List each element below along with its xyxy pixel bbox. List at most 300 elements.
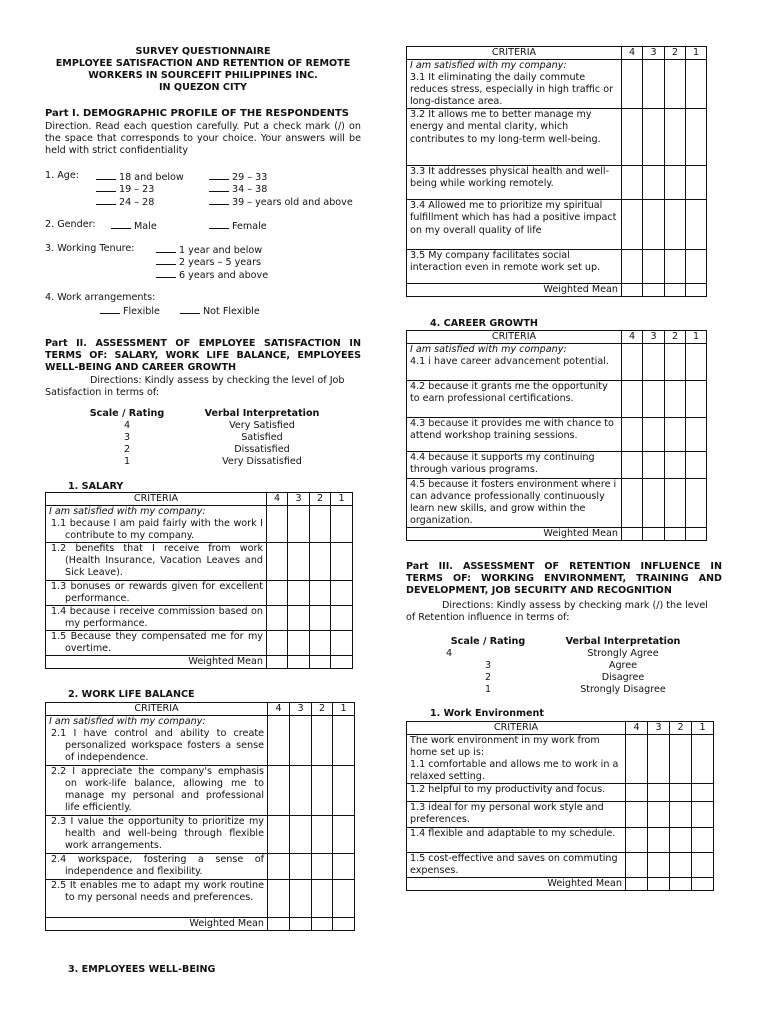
- rating-cell-3[interactable]: [290, 766, 312, 816]
- criteria-cell: [46, 506, 267, 543]
- satisfied-label: I am satisfied with my company:: [410, 60, 567, 72]
- tenure-option-6-years[interactable]: [156, 268, 268, 282]
- blank-line: [180, 304, 200, 314]
- rating-header: 4: [267, 493, 288, 506]
- rating-cell-3[interactable]: [288, 543, 310, 580]
- part2-title-line: TERMS OF: SALARY, WORK LIFE BALANCE, EMPLOYEES: [45, 350, 361, 362]
- criteria-cell: [407, 784, 626, 802]
- salary-table: [45, 492, 353, 669]
- blank-line: [96, 195, 116, 205]
- criteria-cell: [407, 60, 622, 109]
- weighted-cell[interactable]: [288, 656, 310, 669]
- weighted-cell[interactable]: [665, 284, 686, 297]
- weighted-mean-label: Weighted Mean: [407, 284, 622, 297]
- rating-cell-3[interactable]: [643, 200, 665, 250]
- career-table: [406, 330, 707, 541]
- age-label: 1. Age:: [45, 170, 79, 181]
- rating-cell-2[interactable]: [310, 580, 331, 605]
- criteria-text: 3.1 It eliminating the daily commute reduces stress, especially in high traffic or long-distance area.: [410, 72, 614, 108]
- rating-cell-2[interactable]: [665, 452, 686, 479]
- rating-cell-1[interactable]: [686, 200, 707, 250]
- age-question: [45, 170, 375, 210]
- rating-header: 2: [310, 493, 331, 506]
- rating-cell-3[interactable]: [288, 605, 310, 630]
- criteria-text: 2.5 It enables me to adapt my work routine to my personal needs and preferences.: [51, 880, 264, 904]
- wellbeing-heading: 3. EMPLOYEES WELL-BEING: [68, 964, 216, 975]
- table-row: [407, 735, 714, 784]
- wellbeing-table: [406, 46, 707, 297]
- rating-cell-3[interactable]: [290, 716, 312, 766]
- table-header-row: [407, 47, 707, 60]
- age-option-39-above[interactable]: [209, 195, 353, 209]
- rating-cell-2[interactable]: [665, 166, 686, 200]
- rating-cell-2[interactable]: [312, 766, 333, 816]
- rating-cell-1[interactable]: [692, 735, 714, 784]
- rating-cell-1[interactable]: [692, 827, 714, 852]
- scale-value: 1: [123, 456, 131, 467]
- rating-cell-3[interactable]: [648, 735, 670, 784]
- age-option-24-28[interactable]: [96, 195, 154, 209]
- table-header-row: [46, 493, 353, 506]
- rating-cell-3[interactable]: [643, 109, 665, 166]
- rating-cell-2[interactable]: [310, 630, 331, 655]
- table-row: [46, 816, 355, 854]
- weighted-cell[interactable]: [692, 877, 714, 890]
- rating-header: 1: [333, 703, 355, 716]
- criteria-cell: [407, 109, 622, 166]
- rating-cell-1[interactable]: [331, 580, 353, 605]
- table-row: [407, 802, 714, 827]
- criteria-header: CRITERIA: [46, 703, 268, 716]
- rating-cell-4[interactable]: [268, 816, 290, 854]
- criteria-text: 1.5 cost-effective and saves on commuting expenses.: [410, 852, 618, 876]
- rating-cell-3[interactable]: [648, 852, 670, 877]
- blank-line: [209, 182, 229, 192]
- criteria-text: 2.3 I value the opportunity to prioritize my health and well-being through flexible work arrangements.: [51, 816, 264, 852]
- rating-cell-3[interactable]: [643, 452, 665, 479]
- criteria-text: 4.4 because it supports my continuing through various programs.: [410, 452, 595, 476]
- verbal-header: Verbal Interpretation: [204, 408, 320, 419]
- rating-cell-3[interactable]: [648, 827, 670, 852]
- rating-cell-1[interactable]: [331, 506, 353, 543]
- criteria-text: 4.1 i have career advancement potential.: [410, 356, 609, 368]
- rating-cell-2[interactable]: [312, 854, 333, 880]
- scale-value: 3: [484, 660, 492, 671]
- part3-title-line: TERMS OF: WORKING ENVIRONMENT, TRAINING AND: [406, 573, 722, 585]
- weighted-cell[interactable]: [622, 284, 643, 297]
- criteria-text: 3.3 It addresses physical health and well-being while working remotely.: [410, 166, 610, 190]
- table-row: [46, 766, 355, 816]
- workenv-intro: The work environment in my work from home set up is:: [410, 735, 600, 759]
- header-line-3: WORKERS IN SOURCEFIT PHILIPPINES INC.: [88, 70, 318, 82]
- weighted-cell[interactable]: [333, 918, 355, 931]
- rating-cell-3[interactable]: [290, 816, 312, 854]
- rating-header: 1: [692, 722, 714, 735]
- rating-header: 3: [288, 493, 310, 506]
- weighted-cell[interactable]: [643, 284, 665, 297]
- gender-question: [45, 219, 375, 233]
- rating-cell-1[interactable]: [686, 479, 707, 528]
- rating-cell-2[interactable]: [670, 827, 692, 852]
- rating-cell-4[interactable]: [622, 109, 643, 166]
- table-row: [407, 250, 707, 284]
- rating-cell-2[interactable]: [312, 880, 333, 918]
- direction-line: Satisfaction in terms of:: [45, 387, 160, 399]
- rating-cell-4[interactable]: [626, 735, 648, 784]
- criteria-text: 3.2 It allows me to better manage my energy and mental clarity, which contributes to my long-term well-being.: [410, 109, 601, 145]
- rating-cell-1[interactable]: [333, 854, 355, 880]
- rating-cell-1[interactable]: [333, 766, 355, 816]
- blank-line: [209, 170, 229, 180]
- rating-cell-3[interactable]: [290, 854, 312, 880]
- rating-cell-3[interactable]: [643, 250, 665, 284]
- criteria-text: 1.4 because i receive commission based on my performance.: [51, 605, 263, 629]
- part2-title-line: WELL-BEING AND CAREER GROWTH: [45, 362, 237, 374]
- document-header: [45, 46, 361, 94]
- criteria-text: 4.2 because it grants me the opportunity to earn professional certifications.: [410, 381, 608, 405]
- weighted-cell[interactable]: [290, 918, 312, 931]
- rating-cell-2[interactable]: [310, 506, 331, 543]
- rating-header: 3: [290, 703, 312, 716]
- blank-line: [209, 219, 229, 229]
- rating-cell-1[interactable]: [686, 166, 707, 200]
- weighted-cell[interactable]: [268, 918, 290, 931]
- rating-cell-1[interactable]: [333, 880, 355, 918]
- criteria-header: CRITERIA: [407, 722, 626, 735]
- rating-cell-4[interactable]: [622, 166, 643, 200]
- gender-option-male[interactable]: [111, 219, 157, 233]
- table-row: [407, 784, 714, 802]
- rating-header: 3: [643, 331, 665, 344]
- criteria-text: 1.1 comfortable and allows me to work in a relaxed setting.: [410, 759, 619, 783]
- part2-title: [45, 338, 361, 374]
- work-option-not-flexible[interactable]: [180, 304, 260, 318]
- rating-cell-2[interactable]: [670, 784, 692, 802]
- weighted-mean-row: [407, 528, 707, 541]
- rating-cell-1[interactable]: [692, 802, 714, 827]
- rating-cell-1[interactable]: [692, 852, 714, 877]
- table-row: [407, 109, 707, 166]
- rating-cell-1[interactable]: [333, 816, 355, 854]
- rating-cell-4[interactable]: [622, 418, 643, 452]
- rating-cell-4[interactable]: [267, 580, 288, 605]
- criteria-cell: [407, 166, 622, 200]
- weighted-cell[interactable]: [665, 528, 686, 541]
- rating-cell-2[interactable]: [670, 802, 692, 827]
- tenure-option-2-5-years[interactable]: [156, 255, 261, 269]
- tenure-label: 3. Working Tenure:: [45, 243, 135, 254]
- table-row: [46, 543, 353, 580]
- criteria-cell: [407, 802, 626, 827]
- table-row: [407, 381, 707, 418]
- gender-option-female[interactable]: [209, 219, 267, 233]
- part2-title-line: Part II. ASSESSMENT OF EMPLOYEE SATISFACTION IN: [45, 338, 361, 349]
- table-row: [407, 344, 707, 381]
- rating-header: 4: [622, 47, 643, 60]
- option-label: 19 – 23: [119, 184, 155, 195]
- criteria-text: 4.3 because it provides me with chance to attend workshop training sessions.: [410, 418, 614, 442]
- rating-cell-4[interactable]: [622, 200, 643, 250]
- criteria-cell: [407, 250, 622, 284]
- criteria-cell: [46, 630, 267, 655]
- rating-cell-1[interactable]: [686, 452, 707, 479]
- rating-cell-1[interactable]: [331, 605, 353, 630]
- table-row: [407, 200, 707, 250]
- rating-cell-1[interactable]: [333, 716, 355, 766]
- criteria-text: 3.5 My company facilitates social interaction even in remote work set up.: [410, 250, 601, 274]
- rating-header: 4: [622, 331, 643, 344]
- criteria-cell: [46, 543, 267, 580]
- rating-cell-4[interactable]: [622, 452, 643, 479]
- rating-cell-4[interactable]: [622, 250, 643, 284]
- scale-value: 4: [446, 648, 453, 659]
- rating-cell-2[interactable]: [665, 60, 686, 109]
- criteria-cell: [407, 479, 622, 528]
- criteria-cell: [407, 852, 626, 877]
- rating-cell-2[interactable]: [310, 543, 331, 580]
- rating-cell-4[interactable]: [626, 784, 648, 802]
- rating-header: 4: [268, 703, 290, 716]
- table-row: [407, 166, 707, 200]
- rating-cell-4[interactable]: [626, 827, 648, 852]
- criteria-cell: [407, 381, 622, 418]
- table-row: [46, 854, 355, 880]
- criteria-text: 1.2 benefits that I receive from work (Health Insurance, Vacation Leaves and Sick Leave).: [51, 543, 263, 579]
- blank-line: [100, 304, 120, 314]
- rating-cell-1[interactable]: [686, 344, 707, 381]
- rating-header: 1: [686, 47, 707, 60]
- weighted-mean-row: [407, 284, 707, 297]
- rating-cell-4[interactable]: [268, 766, 290, 816]
- work-arrangement-question: [45, 292, 375, 320]
- scale-header: Scale / Rating: [450, 636, 526, 647]
- rating-cell-4[interactable]: [268, 854, 290, 880]
- rating-cell-1[interactable]: [331, 630, 353, 655]
- rating-cell-4[interactable]: [626, 852, 648, 877]
- blank-line: [156, 255, 176, 265]
- criteria-text: 1.1 because I am paid fairly with the work I contribute to my company.: [51, 518, 263, 542]
- blank-line: [111, 219, 131, 229]
- option-label: Flexible: [123, 306, 160, 317]
- rating-cell-3[interactable]: [648, 802, 670, 827]
- rating-cell-2[interactable]: [670, 852, 692, 877]
- option-label: 2 years – 5 years: [179, 257, 262, 268]
- criteria-text: 2.4 workspace, fostering a sense of independence and flexibility.: [51, 854, 264, 878]
- weighted-cell[interactable]: [686, 284, 707, 297]
- career-heading: 4. CAREER GROWTH: [430, 318, 538, 329]
- blank-line: [96, 182, 116, 192]
- rating-cell-4[interactable]: [267, 630, 288, 655]
- weighted-mean-row: [46, 656, 353, 669]
- criteria-text: 1.2 helpful to my productivity and focus.: [410, 784, 606, 796]
- option-label: 1 year and below: [179, 245, 263, 256]
- table-row: [407, 60, 707, 109]
- direction-line: Directions: Kindly assess by checking the level of Job: [90, 375, 345, 386]
- rating-cell-3[interactable]: [643, 166, 665, 200]
- rating-cell-4[interactable]: [267, 543, 288, 580]
- rating-header: 4: [626, 722, 648, 735]
- rating-cell-4[interactable]: [626, 802, 648, 827]
- table-header-row: [407, 331, 707, 344]
- scale-value: 2: [484, 672, 492, 683]
- rating-header: 2: [665, 331, 686, 344]
- option-label: Male: [134, 221, 157, 232]
- weighted-cell[interactable]: [267, 656, 288, 669]
- rating-cell-2[interactable]: [312, 816, 333, 854]
- rating-cell-3[interactable]: [648, 784, 670, 802]
- option-label: 24 – 28: [119, 197, 155, 208]
- part3-title-line: Part III. ASSESSMENT OF RETENTION INFLUENCE IN: [406, 561, 722, 572]
- direction-line: of Retention influence in terms of:: [406, 612, 570, 624]
- rating-cell-4[interactable]: [268, 716, 290, 766]
- gender-label: 2. Gender:: [45, 219, 96, 230]
- satisfied-label: I am satisfied with my company:: [49, 716, 206, 728]
- table-row: [46, 880, 355, 918]
- weighted-cell[interactable]: [643, 528, 665, 541]
- workenv-heading: 1. Work Environment: [430, 708, 544, 719]
- criteria-cell: [46, 880, 268, 918]
- rating-cell-3[interactable]: [643, 479, 665, 528]
- rating-cell-1[interactable]: [686, 250, 707, 284]
- part3-scale-table: [406, 636, 722, 698]
- criteria-cell: [46, 580, 267, 605]
- rating-cell-2[interactable]: [665, 381, 686, 418]
- weighted-cell[interactable]: [626, 877, 648, 890]
- criteria-cell: [46, 854, 268, 880]
- rating-cell-3[interactable]: [288, 630, 310, 655]
- option-label: 18 and below: [119, 172, 184, 183]
- wlb-heading: 2. WORK LIFE BALANCE: [68, 689, 195, 700]
- criteria-cell: [407, 344, 622, 381]
- criteria-cell: [46, 605, 267, 630]
- rating-cell-4[interactable]: [622, 381, 643, 418]
- criteria-cell: [46, 816, 268, 854]
- rating-cell-1[interactable]: [692, 784, 714, 802]
- rating-cell-4[interactable]: [622, 60, 643, 109]
- rating-cell-2[interactable]: [665, 344, 686, 381]
- rating-cell-4[interactable]: [267, 506, 288, 543]
- criteria-text: 4.5 because it fosters environment where i can advance professionally continuously learn new skills, and grow within the organization.: [410, 479, 617, 527]
- weighted-cell[interactable]: [648, 877, 670, 890]
- rating-header: 2: [670, 722, 692, 735]
- table-row: [407, 852, 714, 877]
- header-line-4: IN QUEZON CITY: [158, 82, 248, 94]
- criteria-cell: [407, 735, 626, 784]
- rating-cell-2[interactable]: [665, 109, 686, 166]
- tenure-question: [45, 243, 375, 283]
- option-label: Female: [232, 221, 267, 232]
- part3-title: [406, 561, 722, 597]
- verbal-value: Agree: [608, 660, 638, 671]
- rating-cell-1[interactable]: [686, 418, 707, 452]
- rating-cell-1[interactable]: [686, 381, 707, 418]
- option-label: 39 – years old and above: [232, 197, 353, 208]
- rating-cell-3[interactable]: [643, 344, 665, 381]
- table-row: [407, 452, 707, 479]
- rating-cell-1[interactable]: [686, 109, 707, 166]
- rating-cell-2[interactable]: [310, 605, 331, 630]
- table-row: [46, 605, 353, 630]
- rating-cell-2[interactable]: [665, 200, 686, 250]
- rating-header: 1: [331, 493, 353, 506]
- criteria-text: 3.4 Allowed me to prioritize my spiritual fulfillment which has had a positive impact on my overall quality of life: [410, 200, 617, 236]
- table-row: [46, 506, 353, 543]
- weighted-cell[interactable]: [670, 877, 692, 890]
- rating-cell-1[interactable]: [686, 60, 707, 109]
- age-option-19-23[interactable]: [96, 182, 154, 196]
- rating-cell-4[interactable]: [622, 344, 643, 381]
- option-label: 29 – 33: [232, 172, 268, 183]
- rating-cell-1[interactable]: [331, 543, 353, 580]
- rating-cell-3[interactable]: [288, 506, 310, 543]
- rating-header: 3: [643, 47, 665, 60]
- rating-cell-4[interactable]: [268, 880, 290, 918]
- weighted-cell[interactable]: [622, 528, 643, 541]
- rating-cell-3[interactable]: [288, 580, 310, 605]
- work-option-flexible[interactable]: [100, 304, 160, 318]
- weighted-cell[interactable]: [686, 528, 707, 541]
- age-option-34-38[interactable]: [209, 182, 267, 196]
- rating-cell-3[interactable]: [643, 418, 665, 452]
- weighted-mean-label: Weighted Mean: [407, 528, 622, 541]
- criteria-cell: [46, 716, 268, 766]
- criteria-text: 1.5 Because they compensated me for my overtime.: [51, 630, 263, 654]
- option-label: 34 – 38: [232, 184, 268, 195]
- scale-header: Scale / Rating: [89, 408, 165, 419]
- option-label: Not Flexible: [203, 306, 260, 317]
- verbal-value: Very Dissatisfied: [222, 456, 302, 467]
- criteria-text: 1.4 flexible and adaptable to my schedule.: [410, 827, 616, 839]
- criteria-cell: [407, 418, 622, 452]
- rating-cell-3[interactable]: [643, 60, 665, 109]
- rating-header: 3: [648, 722, 670, 735]
- criteria-text: 1.3 ideal for my personal work style and preferences.: [410, 802, 604, 826]
- weighted-cell[interactable]: [310, 656, 331, 669]
- rating-cell-3[interactable]: [643, 381, 665, 418]
- rating-cell-3[interactable]: [290, 880, 312, 918]
- blank-line: [156, 268, 176, 278]
- scale-value: 1: [484, 684, 492, 695]
- verbal-value: Disagree: [601, 672, 645, 683]
- table-header-row: [407, 722, 714, 735]
- work-arrangement-label: 4. Work arrangements:: [45, 292, 156, 303]
- criteria-cell: [46, 766, 268, 816]
- rating-cell-2[interactable]: [665, 250, 686, 284]
- part2-direction: [45, 375, 361, 399]
- weighted-mean-row: [407, 877, 714, 890]
- rating-cell-2[interactable]: [665, 418, 686, 452]
- table-row: [407, 827, 714, 852]
- scale-value: 2: [123, 444, 131, 455]
- rating-cell-2[interactable]: [312, 716, 333, 766]
- rating-header: 2: [312, 703, 333, 716]
- part1-title: Part I. DEMOGRAPHIC PROFILE OF THE RESPONDENTS: [45, 108, 350, 119]
- rating-cell-4[interactable]: [267, 605, 288, 630]
- table-row: [407, 479, 707, 528]
- criteria-text: 1.3 bonuses or rewards given for excellent performance.: [51, 580, 263, 604]
- option-label: 6 years and above: [179, 270, 269, 281]
- blank-line: [156, 243, 176, 253]
- rating-cell-2[interactable]: [670, 735, 692, 784]
- weighted-cell[interactable]: [331, 656, 353, 669]
- workenv-table: [406, 721, 714, 891]
- rating-cell-2[interactable]: [665, 479, 686, 528]
- verbal-value: Dissatisfied: [234, 444, 290, 455]
- rating-cell-4[interactable]: [622, 479, 643, 528]
- verbal-value: Satisfied: [241, 432, 283, 443]
- satisfied-label: I am satisfied with my company:: [49, 506, 206, 518]
- weighted-cell[interactable]: [312, 918, 333, 931]
